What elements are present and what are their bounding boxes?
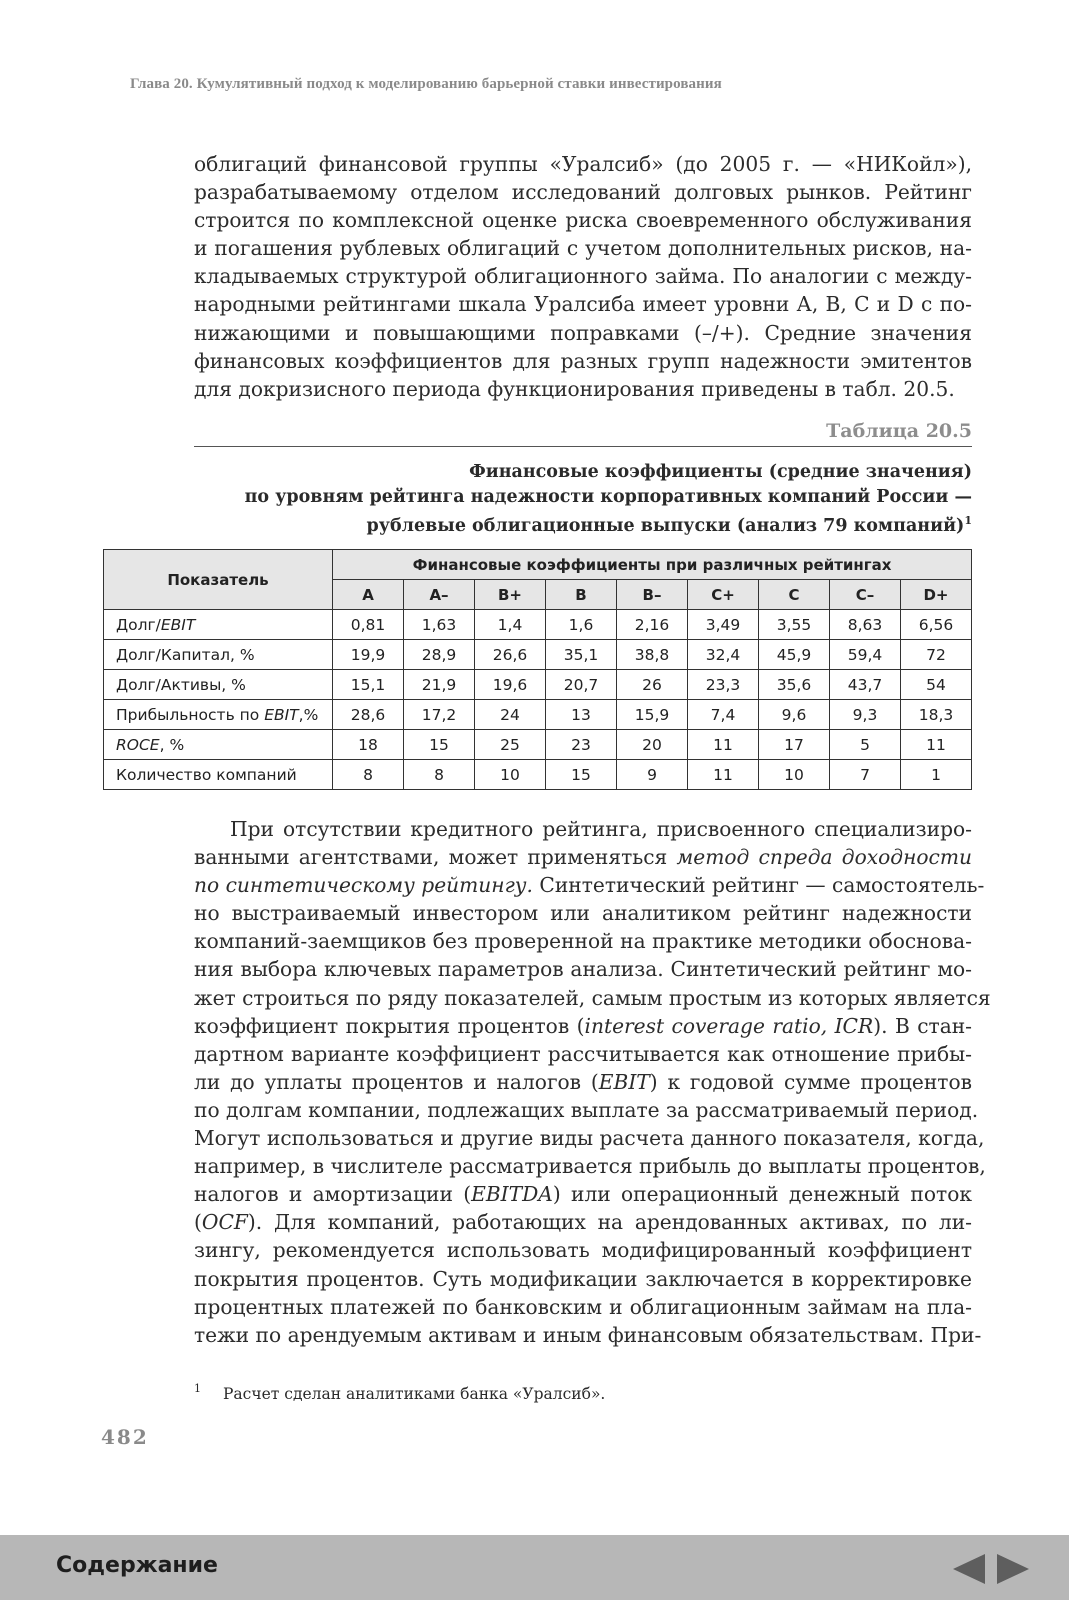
text-line <box>194 843 972 871</box>
text-run: коэффициент покрытия процентов ( <box>194 1013 585 1038</box>
table-cell: 45,9 <box>759 640 830 670</box>
table-cell: 10 <box>475 760 546 790</box>
contents-link[interactable]: Содержание <box>56 1553 218 1578</box>
table-cell: 17,2 <box>404 700 475 730</box>
table-row <box>104 670 972 700</box>
text-run: зингу, рекомендуется использовать модифицированный коэффициент <box>194 1238 972 1263</box>
table-cell: 17 <box>759 730 830 760</box>
italic-run: метод спреда доходности <box>676 845 972 870</box>
text-line: и погашения рублевых облигаций с учетом дополнительных рисков, на- <box>194 236 972 261</box>
caption-line-3: рублевые облигационные выпуски (анализ 79 компаний)$^1$ <box>366 514 972 536</box>
text-line <box>194 1265 972 1293</box>
text-line <box>194 1321 982 1349</box>
text-line: народными рейтингами шкала Уралсиба имеет уровни А, В, С и D с по- <box>194 292 972 317</box>
text-run: жет строиться по ряду показателей, самым простым из которых является <box>194 985 991 1010</box>
italic-run: OCF <box>201 1210 248 1235</box>
table-cell: 38,8 <box>617 640 688 670</box>
text-line <box>194 1068 972 1096</box>
table-cell: 9,6 <box>759 700 830 730</box>
table-cell: 7,4 <box>688 700 759 730</box>
table-cell: 11 <box>901 730 972 760</box>
table-row <box>104 610 972 640</box>
header-group: Финансовые коэффициенты при различных рейтингах <box>333 550 972 580</box>
table-cell: 28,9 <box>404 640 475 670</box>
table-caption <box>172 460 972 538</box>
row-label-tail: ,% <box>298 705 319 724</box>
text-run: ли до уплаты процентов и налогов ( <box>194 1069 599 1094</box>
italic-run: по синтетическому рейтингу. <box>194 873 533 898</box>
row-label-tail: , % <box>159 735 185 754</box>
rating-header: B+ <box>475 580 546 610</box>
text-line <box>194 815 972 843</box>
table-cell: 8 <box>333 760 404 790</box>
table-cell: 15,1 <box>333 670 404 700</box>
text-run: дартном варианте коэффициент рассчитывается как отношение прибы- <box>194 1041 972 1066</box>
table-cell: 15 <box>404 730 475 760</box>
table-cell: 72 <box>901 640 972 670</box>
text-line: облигаций финансовой группы «Уралсиб» (до 2005 г. — «НИКойл»), <box>194 152 972 176</box>
text-run: компаний-заемщиков без проверенной на практике методики обоснова- <box>194 929 972 954</box>
financial-ratios-table <box>103 549 972 790</box>
rating-header: C+ <box>688 580 759 610</box>
text-line <box>194 1293 972 1321</box>
text-run: ния выбора ключевых параметров анализа. Синтетический рейтинг мо- <box>194 957 972 982</box>
text-line <box>194 1012 972 1040</box>
table-cell: 9 <box>617 760 688 790</box>
italic-run: EBITDA <box>471 1182 553 1207</box>
text-line <box>194 1236 972 1264</box>
footnote <box>194 1382 606 1403</box>
table-cell: 19,6 <box>475 670 546 700</box>
table-number: Таблица 20.5 <box>826 420 972 442</box>
row-label-italic: EBIT <box>160 615 196 634</box>
table-cell: 21,9 <box>404 670 475 700</box>
table-rule <box>194 446 972 447</box>
text-run: покрытия процентов. Суть модификации заключается в корректировке <box>194 1266 972 1291</box>
text-run: налогов и амортизации ( <box>194 1182 472 1207</box>
caption-footnote-mark: 1 <box>964 514 972 527</box>
text-line: для докризисного периода функционирования приведены в табл. 20.5. <box>194 376 955 401</box>
table-cell: 43,7 <box>830 670 901 700</box>
table-cell: 18,3 <box>901 700 972 730</box>
table-cell: 1,4 <box>475 610 546 640</box>
row-label <box>104 700 333 730</box>
table-cell: 11 <box>688 730 759 760</box>
text-line <box>194 955 972 983</box>
table-cell: 7 <box>830 760 901 790</box>
table-row <box>104 640 972 670</box>
header-indicator: Показатель <box>104 550 333 610</box>
table-cell: 15 <box>546 760 617 790</box>
table-row <box>104 700 972 730</box>
table-cell: 9,3 <box>830 700 901 730</box>
bottom-nav-bar <box>0 1535 1069 1600</box>
text-run: процентных платежей по банковским и облигационным займам на пла- <box>194 1294 972 1319</box>
italic-run: EBIT <box>598 1069 650 1094</box>
table-cell: 23,3 <box>688 670 759 700</box>
row-label-italic: ROCE <box>116 735 160 754</box>
text-line <box>194 984 991 1012</box>
paragraph-1 <box>194 150 972 403</box>
rating-header: A– <box>404 580 475 610</box>
paragraph-2 <box>194 815 991 1349</box>
table-cell: 3,49 <box>688 610 759 640</box>
row-label-text: Прибыльность по <box>116 705 265 724</box>
triangle-right-icon[interactable] <box>997 1554 1029 1584</box>
rating-header: B <box>546 580 617 610</box>
rating-header: B– <box>617 580 688 610</box>
table-cell: 59,4 <box>830 640 901 670</box>
text-run: Синтетический рейтинг — самостоятель- <box>532 873 985 898</box>
text-line: разрабатываемому отделом исследований долговых рынков. Рейтинг <box>194 180 972 205</box>
running-head: Глава 20. Кумулятивный подход к моделированию барьерной ставки инвестирования <box>130 76 722 92</box>
row-label <box>104 610 333 640</box>
table-cell: 18 <box>333 730 404 760</box>
rating-header: C <box>759 580 830 610</box>
table-cell: 3,55 <box>759 610 830 640</box>
table-cell: 1,6 <box>546 610 617 640</box>
rating-header: C– <box>830 580 901 610</box>
table-cell: 26 <box>617 670 688 700</box>
row-label <box>104 730 333 760</box>
row-label <box>104 670 333 700</box>
text-line <box>194 1096 979 1124</box>
table-cell: 8,63 <box>830 610 901 640</box>
row-label <box>104 760 333 790</box>
footnote-text: Расчет сделан аналитиками банка «Уралсиб». <box>223 1385 606 1403</box>
text-line <box>194 871 985 899</box>
table-cell: 23 <box>546 730 617 760</box>
text-run: ) к годовой сумме процентов <box>649 1069 972 1094</box>
text-line <box>194 1208 972 1236</box>
table-cell: 54 <box>901 670 972 700</box>
table-cell: 2,16 <box>617 610 688 640</box>
text-run: ) или операционный денежный поток <box>552 1182 972 1207</box>
text-run: Могут использоваться и другие виды расчета данного показателя, когда, <box>194 1126 985 1151</box>
text-run: например, в числителе рассматривается прибыль до выплаты процентов, <box>194 1154 986 1179</box>
table-cell: 1 <box>901 760 972 790</box>
text-run: ванными агентствами, может применяться <box>194 845 677 870</box>
footnote-mark: 1 <box>194 1382 201 1395</box>
text-line: нижающими и повышающими поправками (–/+). Средние значения <box>194 320 972 345</box>
row-label-italic: EBIT <box>264 705 299 724</box>
text-run: ). Для компаний, работающих на арендованных активах, по ли- <box>247 1210 972 1235</box>
text-run: но выстраиваемый инвестором или аналитиком рейтинг надежности <box>194 901 972 926</box>
text-run: тежи по арендуемым активам и иным финансовым обязательствам. При- <box>194 1322 982 1347</box>
row-label-text: Долг/Активы, % <box>116 675 246 694</box>
text-line: строится по комплексной оценке риска своевременного обслуживания <box>194 208 972 233</box>
table-cell: 32,4 <box>688 640 759 670</box>
table-cell: 25 <box>475 730 546 760</box>
table-cell: 10 <box>759 760 830 790</box>
caption-line-1: Финансовые коэффициенты (средние значения) <box>469 462 972 482</box>
table-cell: 0,81 <box>333 610 404 640</box>
text-line <box>194 1124 985 1152</box>
triangle-left-icon[interactable] <box>953 1554 985 1584</box>
row-label <box>104 640 333 670</box>
table-cell: 35,1 <box>546 640 617 670</box>
table-cell: 11 <box>688 760 759 790</box>
table-cell: 15,9 <box>617 700 688 730</box>
table-cell: 1,63 <box>404 610 475 640</box>
rating-header: D+ <box>901 580 972 610</box>
table-cell: 26,6 <box>475 640 546 670</box>
text-line <box>194 1152 986 1180</box>
caption-line-2: по уровням рейтинга надежности корпоративных компаний России — <box>244 486 972 507</box>
text-run: ( <box>194 1210 202 1235</box>
page-number: 482 <box>101 1425 149 1449</box>
text-line <box>194 899 972 927</box>
row-label-text: Долг/Капитал, % <box>116 645 255 664</box>
table-row <box>104 760 972 790</box>
text-run: по долгам компании, подлежащих выплате за рассматриваемый период. <box>194 1097 979 1122</box>
table-cell: 28,6 <box>333 700 404 730</box>
text-run: При отсутствии кредитного рейтинга, присвоенного специализиро- <box>230 817 972 841</box>
text-run: ). В стан- <box>873 1013 973 1038</box>
table-cell: 6,56 <box>901 610 972 640</box>
table-cell: 13 <box>546 700 617 730</box>
table-cell: 5 <box>830 730 901 760</box>
text-line: кладываемых структурой облигационного займа. По аналогии с между- <box>194 264 972 289</box>
table-cell: 20 <box>617 730 688 760</box>
text-line <box>194 927 972 955</box>
rating-header: A <box>333 580 404 610</box>
table-cell: 20,7 <box>546 670 617 700</box>
table-cell: 35,6 <box>759 670 830 700</box>
text-line <box>194 1040 972 1068</box>
italic-run: interest coverage ratio, ICR <box>584 1013 874 1038</box>
row-label-text: Количество компаний <box>116 765 297 784</box>
table-cell: 8 <box>404 760 475 790</box>
table-cell: 19,9 <box>333 640 404 670</box>
row-label-text: Долг/ <box>116 615 161 634</box>
text-line <box>194 1180 972 1208</box>
text-line: финансовых коэффициентов для разных групп надежности эмитентов <box>194 348 972 373</box>
table-cell: 24 <box>475 700 546 730</box>
table-row <box>104 730 972 760</box>
